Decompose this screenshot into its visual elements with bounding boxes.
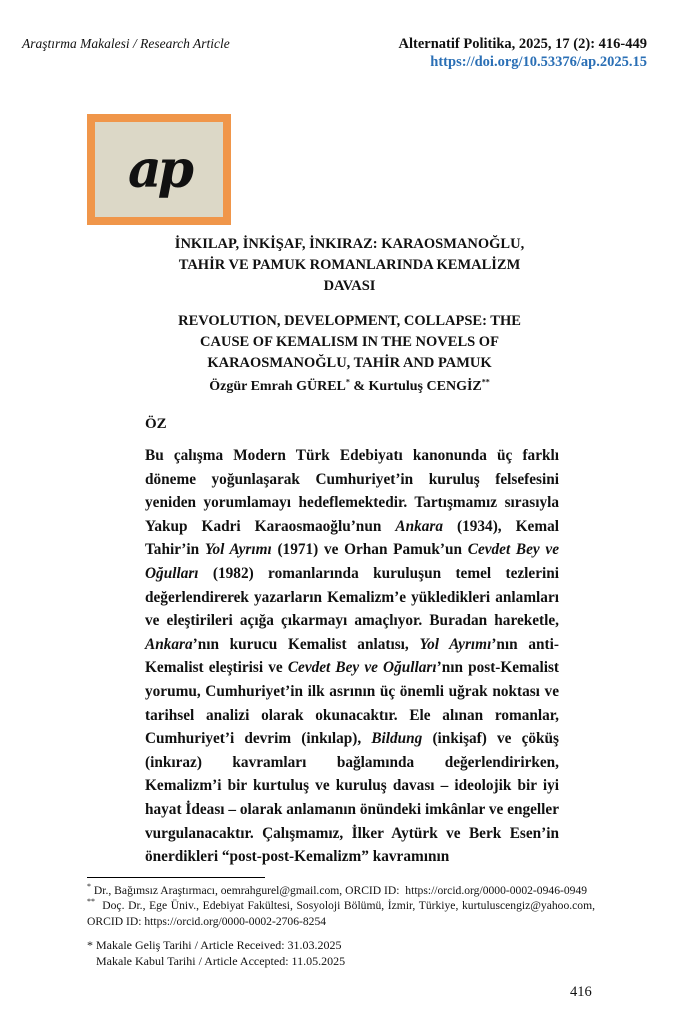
abstract-heading: ÖZ [145,416,167,432]
abstract-segment: (1934), Kemal Tahir’in [145,517,559,559]
body-flow [0,444,699,1021]
title-english [0,311,699,374]
italic-title-segment: Cevdet Bey ve Oğulları [287,659,437,677]
italic-title-segment: Yol Ayrımı [419,635,492,653]
received-date: * Makale Geliş Tarihi / Article Received: 31.03.2025 [87,938,342,953]
logo-text: ap [127,139,191,200]
journal-logo [87,114,231,225]
title-line: TAHİR VE PAMUK ROMANLARINDA KEMALİZM [178,257,521,273]
italic-title-segment: Cevdet Bey ve Oğulları [145,541,560,582]
footnote-text: Dr., Bağımsız Araştırmacı, oemrahgurel@gmail.com, ORCID ID: https://orcid.org/0000-0002-0946-0949 [91,883,588,897]
title-line: İNKILAP, İNKİŞAF, İNKIRAZ: KARAOSMANOĞLU, [174,236,525,252]
footnotes [87,881,598,930]
title-line: REVOLUTION, DEVELOPMENT, COLLAPSE: THE [178,313,521,329]
italic-title-segment: Yol Ayrımı [204,541,272,559]
footnote-mark: * [345,377,350,387]
doi-link[interactable]: https://doi.org/10.53376/ap.2025.15 [430,54,647,70]
footnote-mark: ** [87,897,95,907]
article-type: Araştırma Makalesi / Research Article [22,36,230,51]
page-number: 416 [570,984,592,1001]
footnote-text: Doç. Dr., Ege Üniv., Edebiyat Fakültesi, Sosyoloji Bölümü, İzmir, Türkiye, kurtuluscengiz@yahoo.com, ORCID ID: https://orcid.org/0000-0002-2706-8254 [87,899,598,928]
title-line: CAUSE OF KEMALISM IN THE NOVELS OF [200,334,499,350]
abstract-segment: (inkişaf) ve çöküş (inkıraz) kavramları bağlamında değerlendirirken, Kemalizm’i bir kurtuluş ve kuruluş davası – ideolojik bir iyi hayat İdeası – olarak anlamanın önündeki imkânlar ve engeller vurgulanacaktır. Çalışmamız, İlker Aytürk ve Berk Esen’in önerdikleri “post-post-Kemalizm” kavramının [145,730,559,866]
abstract-segment: ’nın post-Kemalist yorumu, Cumhuriyet’in ilk asrının üç önemli uğrak noktası ve tarihsel analizi olarak okunacaktır. Ele alınan romanlar, Cumhuriyet’i devrim (inkılap), [145,659,560,748]
author-name: Kurtuluş CENGİZ [368,379,482,394]
footnote [87,883,595,899]
title-line: DAVASI [323,278,376,294]
italic-title-segment: Ankara [395,517,443,535]
footnote-divider [87,877,265,878]
journal-citation: Alternatif Politika, 2025, 17 (2): 416-449 [398,36,647,52]
accepted-date: Makale Kabul Tarihi / Article Accepted: 11.05.2025 [96,954,346,969]
abstract-segment: ’nın kurucu Kemalist anlatısı, [192,635,420,653]
abstract-segment: Bu çalışma Modern Türk Edebiyatı kanonunda üç farklı döneme yoğunlaşarak Cumhuriyet’in kuruluş felsefesini yeniden yorumlamayı hedeflemektedir. Tartışmamız sırasıyla Yakup Kadri Karaosmaoğlu’nun [145,447,559,535]
title-line: KARAOSMANOĞLU, TAHİR AND PAMUK [207,355,492,371]
italic-title-segment: Bildung [371,730,423,748]
abstract-segment: (1971) ve Orhan Pamuk’un [271,541,468,559]
author-name: Özgür Emrah GÜREL [209,379,346,394]
author-separator: & [349,379,369,394]
abstract-segment: ’nın anti-Kemalist eleştirisi ve [145,635,559,677]
article-dates [87,937,699,969]
footnote-mark: ** [481,377,490,387]
italic-title-segment: Ankara [145,635,193,653]
footnote-mark: * [87,881,91,891]
abstract-text [145,444,559,869]
abstract-segment: (1982) romanlarında kuruluşun temel tezlerini değerlendirerek yazarların Kemalizm’e yükledikleri anlamları ve eleştirileri açığa çıkarmayı amaçlıyor. Buradan hareketle, [145,564,559,630]
footnote [87,897,598,929]
title-turkish [0,234,699,297]
authors [0,379,699,395]
